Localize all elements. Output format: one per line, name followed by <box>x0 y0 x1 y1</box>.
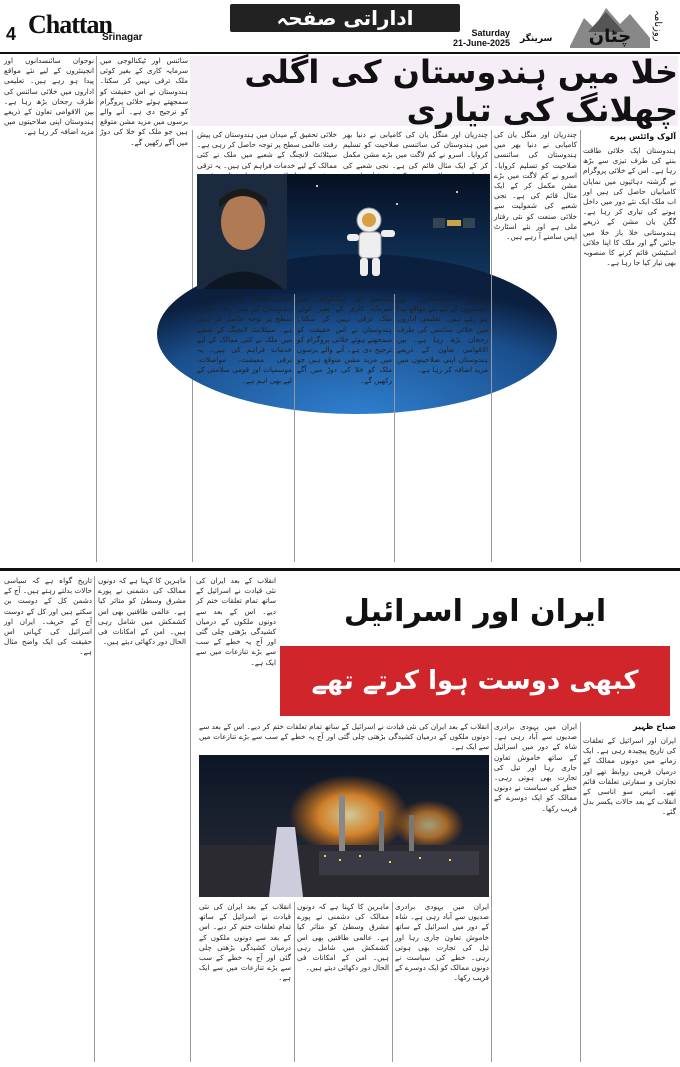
article2-column-3c: ایران میں یہودی برادری صدیوں سے آباد رہی ہے۔ شاہ کے دور میں اسرائیل کے ساتھ خاموش تعاون جاری رہا اور تیل کی تجارت بھی ہوتی رہی۔ خطے کی سیاست نے دونوں ممالک کو ایک دوسرے کے قریب رکھا۔ <box>395 902 489 983</box>
page-number: 4 <box>6 24 17 44</box>
astronaut-space-photo <box>197 174 490 289</box>
column-divider <box>580 722 581 1062</box>
article2-intro: انقلاب کے بعد ایران کی نئی قیادت نے اسرائیل کے ساتھ تمام تعلقات ختم کر دیے۔ اس کے بعد سے دونوں ملکوں کے درمیان کشیدگی بڑھتی چلی گئی اور آج یہ خطے کے سب سے بڑے تنازعات میں سے ایک ہے۔ <box>199 722 489 752</box>
article2-headline: ایران اور اسرائیل <box>343 593 607 629</box>
column-divider <box>580 130 581 562</box>
article2-column-3b: ماہرین کا کہنا ہے کہ دونوں ممالک کی دشمنی نے پورے مشرق وسطیٰ کو متاثر کیا ہے۔ عالمی طاقتیں بھی اس کشمکش میں شامل رہی ہیں۔ امن کے امکانات فی الحال دور دکھائی دیتے ہیں۔ <box>297 902 389 973</box>
article2-byline: صباح ظہیر <box>632 722 676 731</box>
column-divider <box>294 902 295 1062</box>
article1-column-4: سائنس اور ٹیکنالوجی میں سرمایہ کاری کے بغیر کوئی ملک ترقی نہیں کر سکتا۔ ہندوستان نے اس حقیقت کو سمجھتے ہوئے خلائی پروگرام کو ترجیح دی ہے۔ آنے والے برسوں میں مزید مشن متوقع ہیں جو ملک کو خلا کی دوڑ میں آگے رکھیں گے۔ <box>100 56 188 147</box>
article1-headline: خلا میں ہندوستان کی اگلی چھلانگ کی تیاری <box>244 53 678 129</box>
article1-intro-right: چندریان اور منگل یان کی کامیابی نے دنیا بھر میں ہندوستان کی سائنسی صلاحیت کو تسلیم کروایا۔ اسرو نے کم لاگت میں بڑے مشن مکمل کر کے ایک مثال قائم کی ہے۔ نجی شعبے کی <box>343 130 488 170</box>
article2-subheadline-box <box>280 646 670 716</box>
article1-column-2: چندریان اور منگل یان کی کامیابی نے دنیا بھر میں ہندوستان کی سائنسی صلاحیت کو تسلیم کروایا۔ اسرو نے کم لاگت میں بڑے مشن مکمل کر کے ایک مثال قائم کی ہے۔ نجی شعبے کی شمولیت سے خلائی صنعت کو نئی رفتار ملی ہے اور نئے اسٹارٹ اپس سامنے آ رہے ہیں۔ <box>494 130 577 242</box>
article2-column-4: ماہرین کا کہنا ہے کہ دونوں ممالک کی دشمنی نے پورے مشرق وسطیٰ کو متاثر کیا ہے۔ عالمی طاقتیں بھی اس کشمکش میں شامل رہی ہیں۔ امن کے امکانات فی الحال دور دکھائی دیتے ہیں۔ <box>98 576 186 647</box>
column-divider <box>190 576 191 1062</box>
logo-text: چٹان <box>588 26 632 47</box>
article2-column-1: ایران اور اسرائیل کے تعلقات کی تاریخ پیچیدہ رہی ہے۔ ایک زمانے میں دونوں ممالک کے درمیان قریبی روابط تھے اور تجارتی و سفارتی تعلقات قائم تھے۔ انیس سو اناسی کے انقلاب کے بعد حالات یکسر بدل گئے۔ <box>583 736 676 817</box>
column-divider <box>392 902 393 1062</box>
article2-subheadline: کبھی دوست ہوا کرتے تھے <box>311 666 639 696</box>
column-divider <box>491 130 492 562</box>
newspaper-logo <box>570 2 650 48</box>
article1-column-3c: نوجوان سائنسدانوں اور انجینئروں کے لیے نئے مواقع پیدا ہو رہے ہیں۔ تعلیمی اداروں میں خلائی سائنس کی طرف رجحان بڑھ رہا ہے۔ بین الاقوامی تعاون کے ذریعے ہندوستان اپنی صلاحیتوں میں مزید اضافہ کر رہا ہے۔ <box>397 294 488 375</box>
refinery-night-photo <box>199 755 489 897</box>
city-label-urdu: سرینگر <box>520 34 553 44</box>
article1-column-1: ہندوستان ایک خلائی طاقت بننے کی طرف تیزی سے بڑھ رہا ہے۔ اس کے خلائی پروگرام نے گزشتہ دہائیوں میں نمایاں کامیابیاں حاصل کی ہیں اور اب ملک ایک نئے دور میں داخل ہونے کی تیاری کر رہا ہے۔ گگن یان مشن کے ذریعے ہندوستانی خلا باز خلا میں جائیں گے اور ملک کا اپنا خلائی اسٹیشن قائم کرنے کا منصوبہ بھی تیار کیا جا رہا ہے۔ <box>583 146 676 268</box>
column-divider <box>394 294 395 562</box>
article1-byline: آلوک وائٹس پیرے <box>610 132 676 141</box>
brand-name: Chattan <box>28 10 113 39</box>
article1-column-3a: خلائی تحقیق کے میدان میں ہندوستان کی پیش رفت عالمی سطح پر توجہ حاصل کر رہی ہے۔ سیٹلائٹ لانچنگ کے شعبے میں ملک نے کئی ممالک کے لیے خدمات فراہم کی ہیں۔ یہ ترقی معیشت، مواصلات، موسمیات اور قومی سلامتی کے لیے بھی اہم ہے۔ <box>197 294 292 385</box>
date-day: Saturday <box>471 28 510 38</box>
section-title: اداراتی صفحہ <box>230 4 460 32</box>
article2-headline-box <box>280 586 670 636</box>
column-divider <box>294 294 295 562</box>
article2-column-3-top: انقلاب کے بعد ایران کی نئی قیادت نے اسرائیل کے ساتھ تمام تعلقات ختم کر دیے۔ اس کے بعد سے دونوں ملکوں کے درمیان کشیدگی بڑھتی چلی گئی اور آج یہ خطے کے سب سے بڑے تنازعات میں سے ایک ہے۔ <box>196 576 276 667</box>
edition-date <box>450 28 510 48</box>
section-separator <box>0 568 680 571</box>
article1-intro-left: خلائی تحقیق کے میدان میں ہندوستان کی پیش رفت عالمی سطح پر توجہ حاصل کر رہی ہے۔ سیٹلائٹ لانچنگ کے شعبے میں ملک نے کئی ممالک کے لیے خدمات فراہم کی ہیں۔ یہ ترقی <box>197 130 337 170</box>
article1-column-5: نوجوان سائنسدانوں اور انجینئروں کے لیے نئے مواقع پیدا ہو رہے ہیں۔ تعلیمی اداروں میں خلائی سائنس کی طرف رجحان بڑھ رہا ہے۔ بین الاقوامی تعاون کے ذریعے ہندوستان اپنی صلاحیتوں میں مزید اضافہ کر رہا ہے۔ <box>4 56 94 137</box>
column-divider <box>491 722 492 1062</box>
date-full: 21-June-2025 <box>452 38 510 48</box>
article2-column-2: ایران میں یہودی برادری صدیوں سے آباد رہی ہے۔ شاہ کے دور میں اسرائیل کے ساتھ خاموش تعاون جاری رہا اور تیل کی تجارت بھی ہوتی رہی۔ خطے کی سیاست نے دونوں ممالک کو ایک دوسرے کے قریب رکھا۔ <box>494 722 577 813</box>
article1-headline-box <box>190 53 678 129</box>
column-divider <box>96 56 97 562</box>
city-label: Srinagar <box>102 32 143 43</box>
article2-column-5: تاریخ گواہ ہے کہ سیاسی حالات بدلتے رہتے ہیں۔ آج کے دشمن کل کے دوست بن سکتے ہیں اور کل کے دوست آج کے حریف۔ ایران اور اسرائیل کی کہانی اس حقیقت کی ایک واضح مثال ہے۔ <box>4 576 92 657</box>
article2-column-3a: انقلاب کے بعد ایران کی نئی قیادت نے اسرائیل کے ساتھ تمام تعلقات ختم کر دیے۔ اس کے بعد سے دونوں ملکوں کے درمیان کشیدگی بڑھتی چلی گئی اور آج یہ خطے کے سب سے بڑے تنازعات میں سے ایک ہے۔ <box>199 902 291 983</box>
daily-label: روزنامہ <box>652 10 663 42</box>
column-divider <box>94 576 95 1062</box>
article1-column-3b: سائنس اور ٹیکنالوجی میں سرمایہ کاری کے بغیر کوئی ملک ترقی نہیں کر سکتا۔ ہندوستان نے اس حقیقت کو سمجھتے ہوئے خلائی پروگرام کو ترجیح دی ہے۔ آنے والے برسوں میں مزید مشن متوقع ہیں جو ملک کو خلا کی دوڑ میں آگے رکھیں گے۔ <box>297 294 392 385</box>
